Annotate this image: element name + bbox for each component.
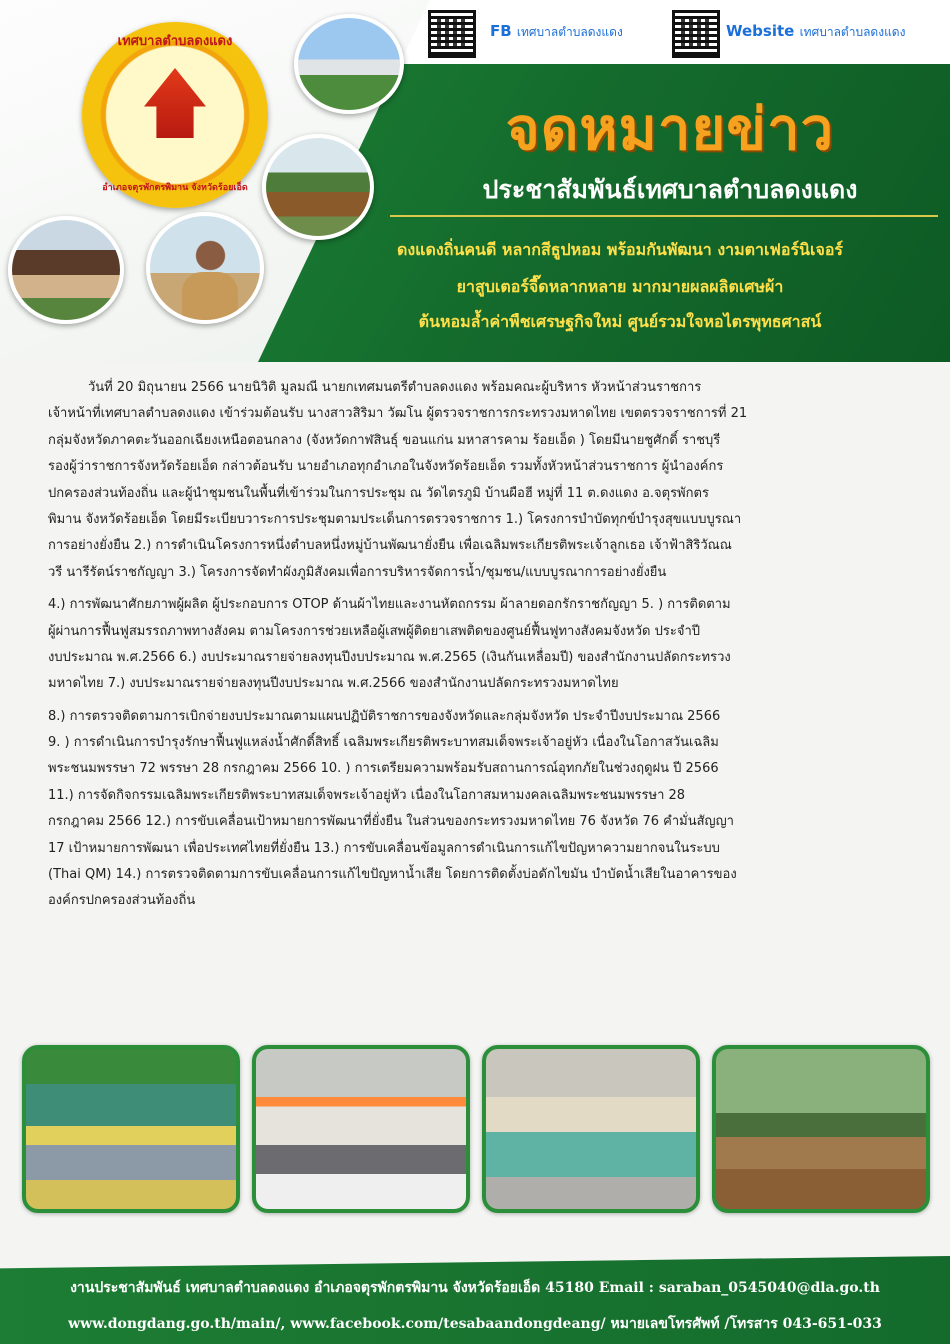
temple-hall-photo: [8, 216, 124, 324]
logo-text-bottom: อำเภอจตุรพักตรพิมาน จังหวัดร้อยเอ็ด: [102, 183, 248, 193]
facebook-page-name: เทศบาลตำบลดงแดง: [516, 25, 623, 39]
text-line: พิมาน จังหวัดร้อยเอ็ด โดยมีระเบียบวาระการประชุมตามประเด็นการตรวจราชการ 1.) โครงการบำบัดทุกข์บำรุงสุขแบบบูรณา: [48, 511, 742, 527]
meeting-hall-photo: [482, 1045, 700, 1213]
article-paragraph: [48, 592, 910, 698]
article-paragraph: [48, 375, 910, 586]
temple-pavilion-photo: [262, 134, 374, 240]
event-photo-strip: [22, 1045, 934, 1215]
meeting-attendees-photo: [252, 1045, 470, 1213]
pagoda-icon: [144, 68, 206, 138]
text-line: 11.) การจัดกิจกรรมเฉลิมพระเกียรติพระบาทสมเด็จพระเจ้าอยู่หัว เนื่องในโอกาสมหามงคลเฉลิมพระชนมพรรษา 28: [48, 787, 686, 803]
meeting-stage-photo: [22, 1045, 240, 1213]
text-line: มหาดไทย 7.) งบประมาณรายจ่ายลงทุนปีงบประมาณ พ.ศ.2566 ของสำนักงานปลัดกระทรวงมหาดไทย: [48, 676, 619, 692]
website-label-prefix: Website: [726, 22, 795, 40]
text-line: กรกฎาคม 2566 12.) การขับเคลื่อนเป้าหมายการพัฒนาที่ยั่งยืน ในส่วนของกระทรวงมหาดไทย 76 จังหวัด 76 คำมั่นสัญญา: [48, 814, 734, 830]
text-line: 4.) การพัฒนาศักยภาพผู้ผลิต ผู้ประกอบการ OTOP ด้านผ้าไทยและงานหัตถกรรม ผ้าลายดอกรักราชกัญญา 5. ) การติดตาม: [48, 597, 731, 613]
text-line: ผู้ผ่านการฟื้นฟูสมรรถภาพทางสังคม ตามโครงการช่วยเหลือผู้เสพผู้ติดยาเสพติดของศูนย์ฟื้นฟูทางสังคมจังหวัด ประจำปี: [48, 623, 701, 639]
mayor-portrait-photo: [146, 212, 264, 324]
slogan-line: ยาสูบเตอร์จี๊ดหลากหลาย มากมายผลผลิตเศษผ้า: [456, 277, 784, 296]
footer-contact-line: งานประชาสัมพันธ์ เทศบาลตำบลดงแดง อำเภอจตุรพักตรพิมาน จังหวัดร้อยเอ็ด 45180 Email : saraban_0545040@dla.go.th: [70, 1280, 880, 1296]
water-source-site-photo: [712, 1045, 930, 1213]
text-line: ปกครองส่วนท้องถิ่น และผู้นำชุมชนในพื้นที่เข้าร่วมในการประชุม ณ วัดไตรภูมิ บ้านผือฮี หมู่ที่ 11 ต.ดงแดง อ.จตุรพักตร: [48, 485, 709, 501]
text-line: กลุ่มจังหวัดภาคตะวันออกเฉียงเหนือตอนกลาง (จังหวัดกาฬสินธุ์ ขอนแก่น มหาสารคาม ร้อยเอ็ด ) โดยมีนายชูศักดิ์ ราชบุรี: [48, 432, 721, 448]
facebook-label: [490, 22, 623, 42]
website-qr-code: [672, 10, 720, 58]
text-line: เจ้าหน้าที่เทศบาลตำบลดงแดง เข้าร่วมต้อนรับ นางสาวสิริมา วัฒโน ผู้ตรวจราชการกระทรวงมหาดไทย เขตตรวจราชการที่ 21: [48, 406, 748, 422]
text-line: (Thai QM) 14.) การตรวจติดตามการขับเคลื่อนการแก้ไขปัญหาน้ำเสีย โดยการติดตั้งบ่อดักไขมัน บำบัดน้ำเสียในอาคารของ: [48, 867, 737, 883]
page-subtitle: ประชาสัมพันธ์เทศบาลตำบลดงแดง: [482, 175, 858, 204]
header-divider: [390, 215, 938, 217]
text-line: วันที่ 20 มิถุนายน 2566 นายนิวิติ มูลมณี นายกเทศมนตรีตำบลดงแดง พร้อมคณะผู้บริหาร หัวหน้าส่วนราชการ: [88, 380, 702, 395]
page-title: จดหมายข่าว: [505, 95, 835, 163]
municipality-logo: [82, 22, 268, 208]
text-line: การอย่างยั่งยืน 2.) การดำเนินโครงการหนึ่งตำบลหนึ่งหมู่บ้านพัฒนายั่งยืน เพื่อเฉลิมพระเกียรติพระเจ้าลูกเธอ เจ้าฟ้าสิริวัณณ: [48, 538, 732, 554]
website-name: เทศบาลตำบลดงแดง: [799, 25, 906, 39]
article-paragraph: [48, 704, 910, 915]
website-label: [726, 22, 905, 42]
text-line: รองผู้ว่าราชการจังหวัดร้อยเอ็ด กล่าวต้อนรับ นายอำเภอทุกอำเภอในจังหวัดร้อยเอ็ด รวมทั้งหัวหน้าส่วนราชการ ผู้นำองค์กร: [48, 459, 724, 475]
header: [0, 0, 950, 362]
text-line: พระชนมพรรษา 72 พรรษา 28 กรกฎาคม 2566 10. ) การเตรียมความพร้อมรับสถานการณ์อุทกภัยในช่วงฤดูฝน ปี 2566: [48, 761, 719, 777]
text-line: 17 เป้าหมายการพัฒนา เพื่อประเทศไทยที่ยั่งยืน 13.) การขับเคลื่อนข้อมูลการดำเนินการแก้ไขปัญหาความยากจนในระบบ: [48, 840, 720, 856]
logo-text-top: เทศบาลตำบลดงแดง: [117, 34, 233, 49]
text-line: วรี นารีรัตน์ราชกัญญา 3.) โครงการจัดทำผังภูมิสังคมเพื่อการบริหารจัดการน้ำ/ชุมชน/แบบบูรณาการอย่างยั่งยืน: [48, 564, 667, 580]
facebook-label-prefix: FB: [490, 22, 512, 40]
text-line: 9. ) การดำเนินการบำรุงรักษาฟื้นฟูแหล่งน้ำศักดิ์สิทธิ์ เฉลิมพระเกียรติพระบาทสมเด็จพระเจ้าอยู่หัว เนื่องในโอกาสวันเฉลิม: [48, 735, 719, 751]
text-line: องค์กรปกครองส่วนท้องถิ่น: [48, 893, 196, 909]
slogan-line: ดงแดงถิ่นคนดี หลากสีธูปหอม พร้อมกันพัฒนา งามตาเฟอร์นิเจอร์: [396, 240, 844, 259]
facebook-qr-code: [428, 10, 476, 58]
text-line: 8.) การตรวจติดตามการเบิกจ่ายงบประมาณตามแผนปฏิบัติราชการของจังหวัดและกลุ่มจังหวัด ประจำปีงบประมาณ 2566: [48, 708, 721, 724]
slogan-line: ต้นหอมล้ำค่าพืชเศรษฐกิจใหม่ ศูนย์รวมใจหอไตรพุทธศาสน์: [418, 312, 822, 331]
article-body: [48, 375, 910, 915]
building-photo: [294, 14, 404, 114]
text-line: งบประมาณ พ.ศ.2566 6.) งบประมาณรายจ่ายลงทุนปีงบประมาณ พ.ศ.2565 (เงินกันเหลื่อมปี) ของสำนักงานปลัดกระทรวง: [48, 649, 731, 665]
footer-web-line: www.dongdang.go.th/main/, www.facebook.com/tesabaandongdeang/ หมายเลขโทรศัพท์ /โทรสาร 043-651-033: [68, 1316, 882, 1332]
